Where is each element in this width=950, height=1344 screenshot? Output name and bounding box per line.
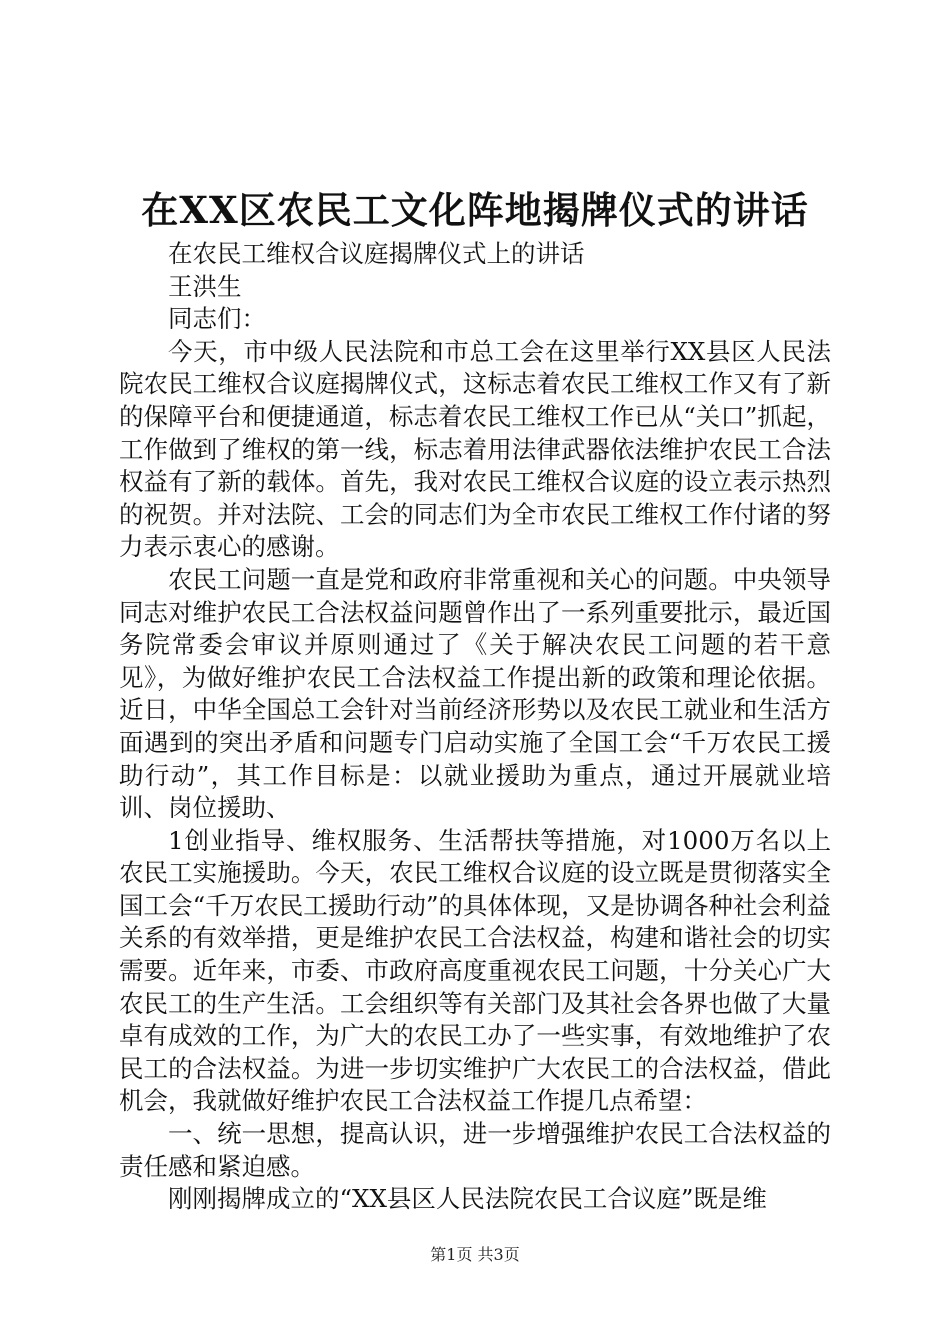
body-paragraph: 1创业指导、维权服务、生活帮扶等措施，对1000万名以上农民工实施援助。今天，农民工维权合议庭的设立既是贯彻落实全国工会“千万农民工援助行动”的具体体现，又是协调各种社会利益关系的有效举措，更是维护农民工合法权益，构建和谐社会的切实需要。近年来，市委、市政府高度重视农民工问题，十分关心广大农民工的生产生活。工会组织等有关部门及其社会各界也做了大量卓有成效的工作，为广大的农民工办了一些实事，有效地维护了农民工的合法权益。为进一步切实维护广大农民工的合法权益，借此机会，我就做好维护农民工合法权益工作提几点希望： [119, 825, 831, 1116]
body-paragraph: 一、统一思想，提高认识，进一步增强维护农民工合法权益的责任感和紧迫感。 [119, 1119, 831, 1181]
salutation-paragraph: 同志们： [168, 304, 266, 334]
body-paragraph: 刚刚揭牌成立的“XX县区人民法院农民工合议庭”既是维 [168, 1184, 767, 1214]
body-paragraph: 农民工问题一直是党和政府非常重视和关心的问题。中央领导同志对维护农民工合法权益问题曾作出了一系列重要批示，最近国务院常委会审议并原则通过了《关于解决农民工问题的若干意见》，为做好维护农民工合法权益工作提出新的政策和理论依据。近日，中华全国总工会针对当前经济形势以及农民工就业和生活方面遇到的突出矛盾和问题专门启动实施了全国工会“千万农民工援助行动”，其工作目标是：以就业援助为重点，通过开展就业培训、岗位援助、 [119, 564, 831, 823]
document-title: 在XX区农民工文化阵地揭牌仪式的讲话 [141, 188, 809, 232]
page-footer: 第1页 共3页 [430, 1245, 520, 1264]
subtitle-paragraph: 在农民工维权合议庭揭牌仪式上的讲话 [168, 239, 585, 268]
body-paragraph: 今天，市中级人民法院和市总工会在这里举行XX县区人民法院农民工维权合议庭揭牌仪式，这标志着农民工维权工作又有了新的保障平台和便捷通道，标志着农民工维权工作已从“关口”抓起，工作做到了维权的第一线，标志着用法律武器依法维护农民工合法权益有了新的载体。首先，我对农民工维权合议庭的设立表示热烈的祝贺。并对法院、工会的同志们为全市农民工维权工作付诸的努力表示衷心的感谢。 [119, 336, 831, 562]
document-body [119, 238, 831, 1216]
author-paragraph: 王洪生 [168, 271, 242, 301]
